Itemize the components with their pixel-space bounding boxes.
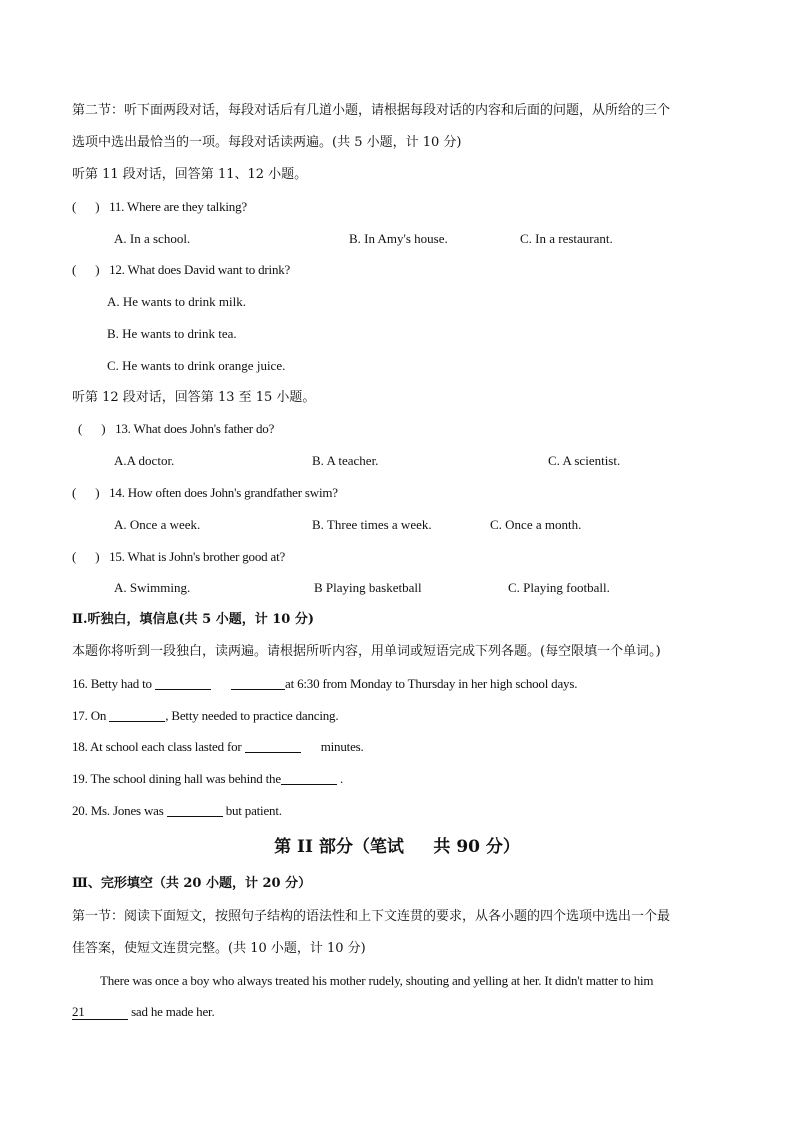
q12-option-b: B. He wants to drink tea. — [107, 326, 237, 341]
answer-paren[interactable]: ( ) — [72, 485, 100, 500]
answer-blank[interactable] — [231, 677, 285, 690]
answer-blank[interactable] — [167, 804, 223, 817]
q11-option-c: C. In a restaurant. — [520, 231, 613, 246]
answer-paren[interactable]: ( ) — [78, 421, 106, 436]
answer-blank[interactable] — [109, 709, 165, 722]
answer-blank[interactable] — [155, 677, 211, 690]
answer-blank[interactable] — [245, 740, 301, 753]
fill-question-17: 17. On , Betty needed to practice dancing. — [72, 708, 339, 723]
question-14: ( ) 14. How often does John's grandfather swim? — [72, 485, 338, 500]
q15-option-a: A. Swimming. — [114, 580, 191, 595]
fill-question-16: 16. Betty had to at 6:30 from Monday to Thursday in her high school days. — [72, 676, 578, 691]
q11-option-a: A. In a school. — [114, 231, 191, 246]
section-2-instruction-line-1: 第二节：听下面两段对话，每段对话后有几道小题，请根据每段对话的内容和后面的问题，从所给的三个 — [72, 103, 671, 118]
section-iii-instruction-line-1: 第一节：阅读下面短文，按照句子结构的语法性和上下文连贯的要求，从各小题的四个选项中选出一个最 — [72, 909, 671, 924]
question-13: ( ) 13. What does John's father do? — [78, 421, 275, 436]
q13-option-b: B. A teacher. — [312, 453, 379, 468]
fill-question-18: 18. At school each class lasted for minutes. — [72, 739, 364, 754]
q14-option-b: B. Three times a week. — [312, 517, 432, 532]
q14-option-a: A. Once a week. — [114, 517, 201, 532]
fill-question-20: 20. Ms. Jones was but patient. — [72, 803, 282, 818]
question-15: ( ) 15. What is John's brother good at? — [72, 549, 286, 564]
q15-option-c: C. Playing football. — [508, 580, 610, 595]
q14-option-c: C. Once a month. — [490, 517, 582, 532]
section-2-instruction-line-2: 选项中选出最恰当的一项。每段对话读两遍。(共 5 小题，计 10 分) — [72, 135, 462, 150]
passage-line-2: 21 sad he made her. — [72, 1004, 215, 1019]
section-iii-instruction-line-2: 佳答案，使短文连贯完整。(共 10 小题，计 10 分) — [72, 941, 366, 956]
q13-option-c: C. A scientist. — [548, 453, 621, 468]
answer-paren[interactable]: ( ) — [72, 199, 100, 214]
answer-paren[interactable]: ( ) — [72, 262, 100, 277]
q15-option-b: B Playing basketball — [314, 580, 422, 595]
part-ii-title: 第 II 部分（笔试 共 90 分） — [274, 837, 520, 857]
question-11: ( ) 11. Where are they talking? — [72, 199, 247, 214]
dialogue-11-intro: 听第 11 段对话，回答第 11、12 小题。 — [72, 167, 308, 182]
answer-blank[interactable] — [281, 772, 337, 785]
section-iii-heading: Ⅲ、完形填空（共 20 小题，计 20 分） — [72, 876, 312, 891]
fill-question-19: 19. The school dining hall was behind the . — [72, 771, 344, 786]
dialogue-12-intro: 听第 12 段对话，回答第 13 至 15 小题。 — [72, 390, 316, 405]
q11-option-b: B. In Amy's house. — [349, 231, 448, 246]
section-ii-instruction: 本题你将听到一段独白，读两遍。请根据所听内容，用单词或短语完成下列各题。(每空限填一个单词。) — [72, 644, 661, 659]
q13-option-a: A.A doctor. — [114, 453, 175, 468]
q12-option-a: A. He wants to drink milk. — [107, 294, 247, 309]
section-ii-heading: Ⅱ.听独白，填信息(共 5 小题，计 10 分) — [72, 612, 315, 627]
passage-line-1: There was once a boy who always treated his mother rudely, shouting and yelling at her. It didn't matter to him — [100, 973, 654, 988]
cloze-blank-21[interactable]: 21 — [72, 1005, 128, 1020]
question-12: ( ) 12. What does David want to drink? — [72, 262, 291, 277]
q12-option-c: C. He wants to drink orange juice. — [107, 358, 286, 373]
answer-paren[interactable]: ( ) — [72, 549, 100, 564]
